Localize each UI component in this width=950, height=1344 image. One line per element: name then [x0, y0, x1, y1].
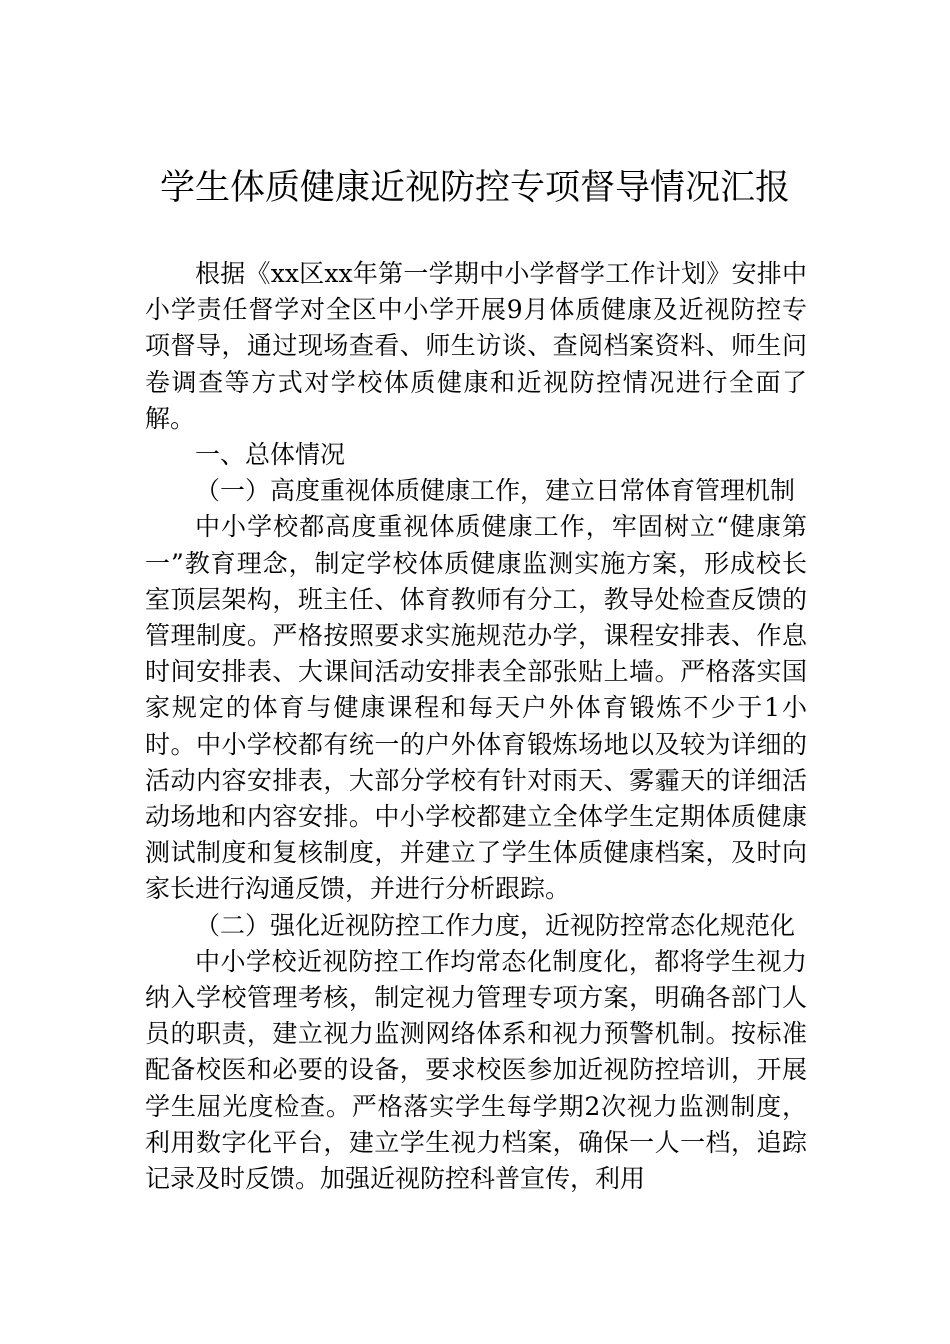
paragraph-physical-health: 中小学校都高度重视体质健康工作，牢固树立“健康第一”教育理念，制定学校体质健康监测实施方案，形成校长室顶层架构，班主任、体育教师有分工，教导处检查反馈的管理制度。严格按照要求实施规范办学，课程安排表、作息时间安排表、大课间活动安排表全部张贴上墙。严格落实国家规定的体育与健康课程和每天户外体育锻炼不少于1小时。中小学校都有统一的户外体育锻炼场地以及较为详细的活动内容安排表，大部分学校有针对雨天、雾霾天的详细活动场地和内容安排。中小学校都建立全体学生定期体质健康测试制度和复核制度，并建立了学生体质健康档案，及时向家长进行沟通反馈，并进行分析跟踪。: [145, 512, 807, 904]
subsection-heading-2: （二）强化近视防控工作力度，近视防控常态化规范化: [195, 910, 796, 940]
document-body: [145, 256, 807, 1197]
intro-paragraph: 根据《xx区xx年第一学期中小学督学工作计划》安排中小学责任督学对全区中小学开展9月体质健康及近视防控专项督导，通过现场查看、师生访谈、查阅档案资料、师生问卷调查等方式对学校体质健康和近视防控情况进行全面了解。: [145, 259, 807, 433]
paragraph-myopia-control: 中小学校近视防控工作均常态化制度化，都将学生视力纳入学校管理考核，制定视力管理专项方案，明确各部门人员的职责，建立视力监测网络体系和视力预警机制。按标准配备校医和必要的设备，要求校医参加近视防控培训，开展学生屈光度检查。严格落实学生每学期2次视力监测制度，利用数字化平台，建立学生视力档案，确保一人一档，追踪记录及时反馈。加强近视防控科普宣传，利用: [145, 946, 807, 1194]
document-title: 学生体质健康近视防控专项督导情况汇报: [159, 168, 790, 208]
subsection-heading-1: （一）高度重视体质健康工作，建立日常体育管理机制: [195, 476, 796, 506]
section-heading-overall: 一、总体情况: [195, 440, 346, 470]
